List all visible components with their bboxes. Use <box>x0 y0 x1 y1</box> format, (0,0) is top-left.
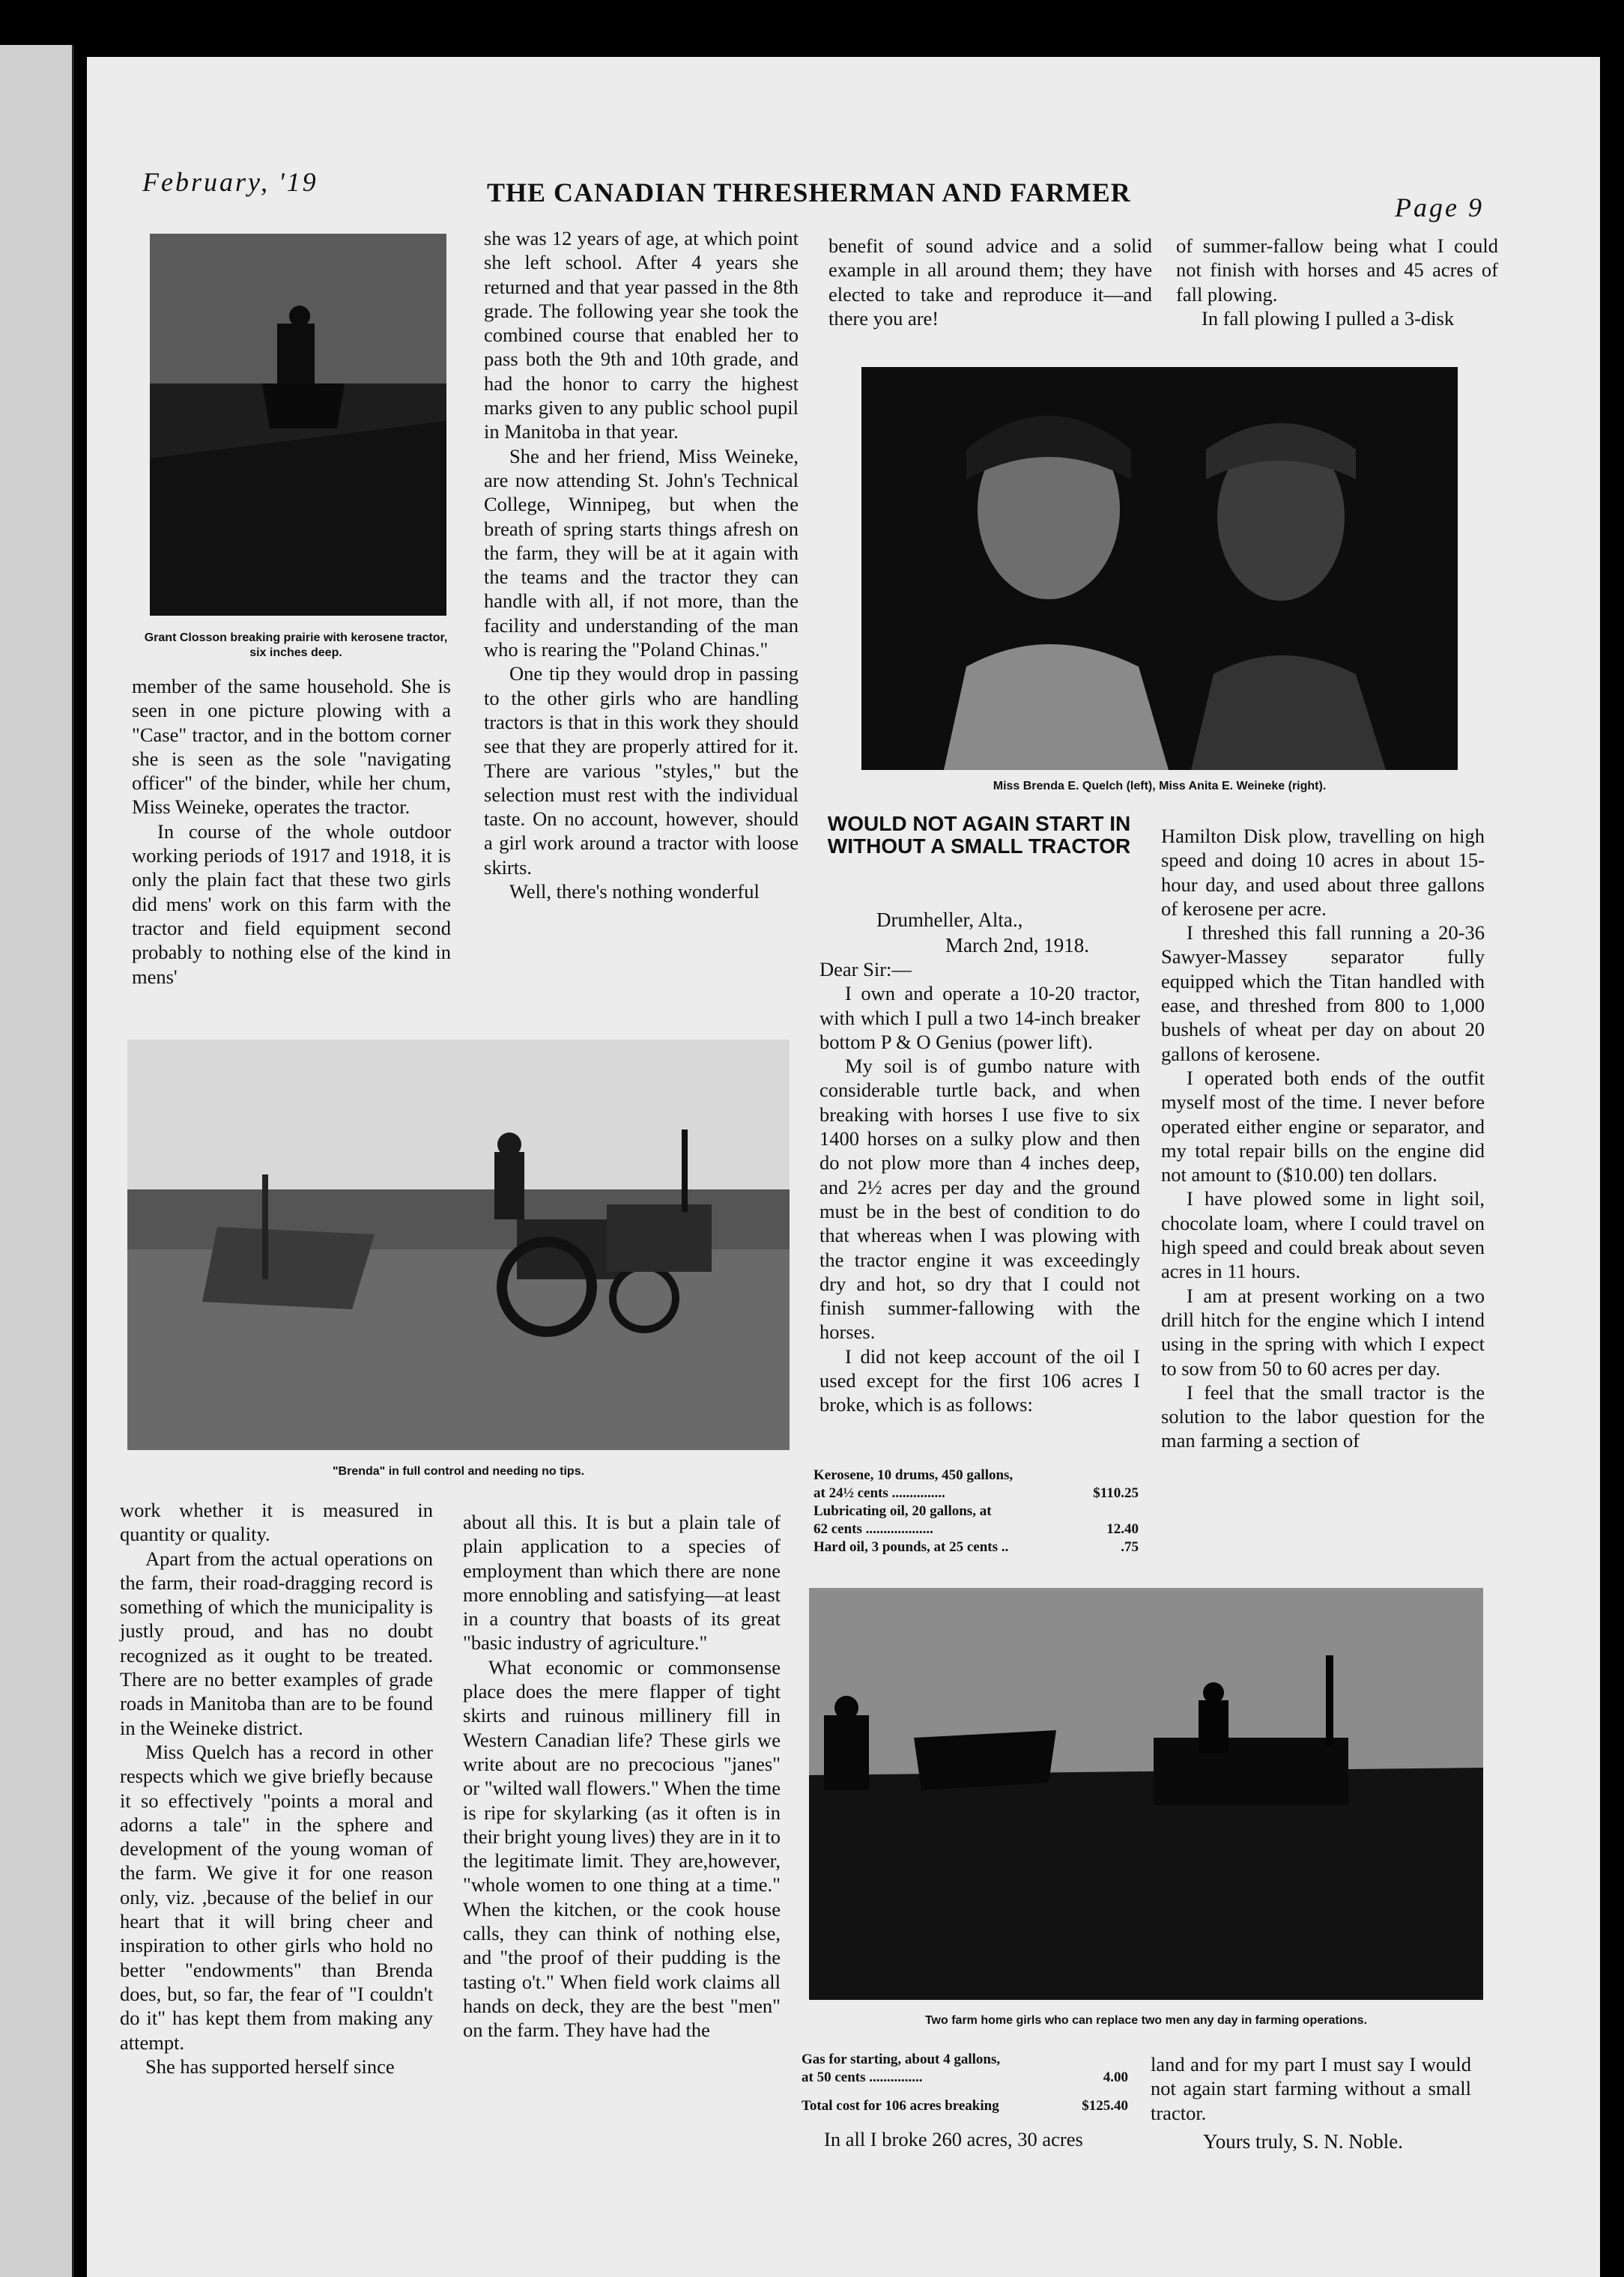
letter-place: Drumheller, Alta., <box>876 909 1023 931</box>
paragraph: I operated both ends of the outfit myself most of the time. I never before operated either engine or separator, and my total repair bills on the engine did not amount to ($10.00) ten dollars. <box>1161 1066 1485 1186</box>
paragraph: In all I broke 260 acres, 30 acres <box>824 2128 1083 2150</box>
letter-column <box>1151 2052 1471 2125</box>
paragraph: benefit of sound advice and a solid example in all around them; they have elected to take and reproduce it—and there you are! <box>828 234 1152 330</box>
article-column <box>463 1510 781 2043</box>
paragraph: She has supported herself since <box>145 2055 395 2078</box>
letter-headline: WOULD NOT AGAIN START IN WITHOUT A SMALL TRACTOR <box>827 812 1131 858</box>
letter-column <box>819 957 1140 1417</box>
paragraph: I did not keep account of the oil I used except for the first 106 acres I broke, which is as follows: <box>819 1344 1140 1416</box>
photo-caption: Miss Brenda E. Quelch (left), Miss Anita E. Weineke (right). <box>993 780 1327 792</box>
table-row: Gas for starting, about 4 gallons, <box>802 2052 1001 2067</box>
paragraph: I am at present working on a two drill hitch for the engine which I intend using in the spring with which I expect to sow from 50 to 60 acres per day. <box>1161 1284 1485 1380</box>
table-row: Hard oil, 3 pounds, at 25 cents .. .75 <box>813 1539 1139 1555</box>
header-title: THE CANADIAN THRESHERMAN AND FARMER <box>487 178 1131 207</box>
paragraph: In fall plowing I pulled a 3-disk <box>1202 306 1455 330</box>
photo-caption: "Brenda" in full control and needing no tips. <box>332 1465 585 1478</box>
cost-table-total <box>802 2051 1128 2115</box>
paragraph: Hamilton Disk plow, travelling on high speed and doing 10 acres in about 15-hour day, and used about three gallons of kerosene per acre. <box>1161 825 1485 920</box>
letter-column <box>1161 824 1485 1453</box>
paragraph: I own and operate a 10-20 tractor, with which I pull a two 14-inch breaker bottom P & O Genius (power lift). <box>819 982 1140 1053</box>
table-row: Kerosene, 10 drums, 450 gallons, <box>813 1467 1014 1483</box>
article-column <box>132 674 451 989</box>
table-row: at 24½ cents ............... $110.25 <box>813 1485 1139 1501</box>
paragraph: of summer-fallow being what I could not finish with horses and 45 acres of fall plowing. <box>1176 234 1498 306</box>
photo-portraits <box>861 367 1458 770</box>
letter-date: March 2nd, 1918. <box>945 934 1089 956</box>
article-column <box>120 1498 433 2079</box>
paragraph: Miss Quelch has a record in other respects which we give briefly because it so effectively "points a moral and adorns a tale" in the sphere and development of the young woman of the farm. We give it for one reason only, viz. ,because of the belief in our heart that it will bring cheer and inspiration to other girls who hold no better "endowments" than Brenda does, but, so far, the fear of "I couldn't do it" has kept them from making any attempt. <box>120 1740 433 2054</box>
header-date: February, '19 <box>142 167 318 197</box>
paragraph: she was 12 years of age, at which point she left school. After 4 years she returned and that year passed in the 8th grade. The following year she took the combined course that enabled her to pass both the 9th and 10th grade, and had the honor to carry the highest marks given to any public school pupil in Manitoba in that year. <box>484 227 799 443</box>
table-row: 62 cents ................... 12.40 <box>813 1521 1139 1537</box>
paragraph: I threshed this fall running a 20-36 Sawyer-Massey separator fully equipped which the Titan handled with ease, and threshed from 800 to 1,000 bushels of wheat per day on about 20 gallons of kerosene. <box>1161 921 1485 1065</box>
article-column <box>484 226 799 903</box>
photo-breaking-prairie <box>150 234 446 616</box>
letter-signature: Yours truly, S. N. Noble. <box>1203 2130 1404 2153</box>
letter-salutation: Dear Sir:— <box>819 958 912 980</box>
facing-page-edge <box>0 45 74 2277</box>
paragraph: member of the same household. She is seen in one picture plowing with a "Case" tractor, and in the bottom corner she is seen as the sole "navigating officer" of the binder, while her chum, Miss Weineke, operates the tractor. <box>132 675 451 819</box>
photo-brenda-tractor <box>127 1040 790 1450</box>
paragraph: Well, there's nothing wonderful <box>509 880 760 903</box>
paragraph: My soil is of gumbo nature with considerable turtle back, and when breaking with horses I use five to six 1400 horses on a sulky plow and then do not plow more than 4 inches deep, and 2½ acres per day and the ground must be in the best of condition to do that whereas when I was plowing with the tractor engine it was exceedingly dry and hot, so dry that I could not finish summer-fallowing with the horses. <box>819 1055 1140 1344</box>
paragraph: One tip they would drop in passing to the other girls who are handling tractors is that in this work they should see that they are properly attired for it. There are various "styles," but the selection must rest with the individual taste. On no account, however, should a girl work around a tractor with loose skirts. <box>484 662 799 879</box>
paragraph: Apart from the actual operations on the farm, their road-dragging record is something of which the municipality is justly proud, and has no doubt recognized as it ought to be treated. There are no better examples of grade roads in Manitoba than are to be found in the Weineke district. <box>120 1547 433 1739</box>
paragraph: I feel that the small tractor is the solution to the labor question for the man farming a section of <box>1161 1380 1485 1452</box>
header-page-number: Page 9 <box>1395 192 1484 222</box>
paragraph: about all this. It is but a plain tale of plain application to a species of employment than which there are none more ennobling and satisfying—at least in a country that boasts of its great "basic industry of agriculture." <box>463 1511 781 1655</box>
paragraph: work whether it is measured in quantity or quality. <box>120 1499 433 1546</box>
paragraph: She and her friend, Miss Weineke, are now attending St. John's Technical College, Winnipeg, but when the breath of spring starts things afresh on the farm, they will be at it again with the teams and the tractor they can handle with all, if not more, than the facility and understanding of the man who is rearing the "Poland Chinas." <box>484 444 799 661</box>
photo-caption: Grant Closson breaking prairie with kerosene tractor, six inches deep. <box>144 631 448 659</box>
photo-caption: Two farm home girls who can replace two men any day in farming operations. <box>924 2014 1368 2027</box>
paragraph: land and for my part I must say I would not again start farming without a small tractor. <box>1151 2053 1471 2124</box>
table-total-row: Total cost for 106 acres breaking $125.40 <box>802 2098 1128 2114</box>
paragraph: I have plowed some in light soil, chocolate loam, where I could travel on high speed and could break about seven acres in 11 hours. <box>1161 1187 1485 1283</box>
letter-column <box>1176 234 1498 330</box>
paragraph: In course of the whole outdoor working periods of 1917 and 1918, it is only the plain fact that these two girls did mens' work on this farm with the tractor and field equipment second probably to nothing else of the kind in mens' <box>132 819 451 988</box>
cost-table <box>813 1467 1139 1556</box>
photo-farm-girls <box>809 1588 1483 2000</box>
letter-column <box>824 2127 1146 2151</box>
table-row: at 50 cents ............... 4.00 <box>802 2070 1128 2085</box>
article-column <box>828 234 1152 330</box>
paragraph: What economic or commonsense place does the mere flapper of tight skirts and ruinous millinery fill in Western Canadian life? These girls we write about are no precocious "janes" or "wilted wall flowers." When the time is ripe for skylarking (as it often is in their bright young lives) they are in it to the legitimate limit. They are,however, "whole women to one thing at a time." When the kitchen, or the cook house calls, they can think of nothing else, and "the proof of their pudding is the tasting o't." When field work claims all hands on deck, they are the best "men" on the farm. They have had the <box>463 1655 781 2042</box>
table-row: Lubricating oil, 20 gallons, at <box>813 1503 992 1519</box>
